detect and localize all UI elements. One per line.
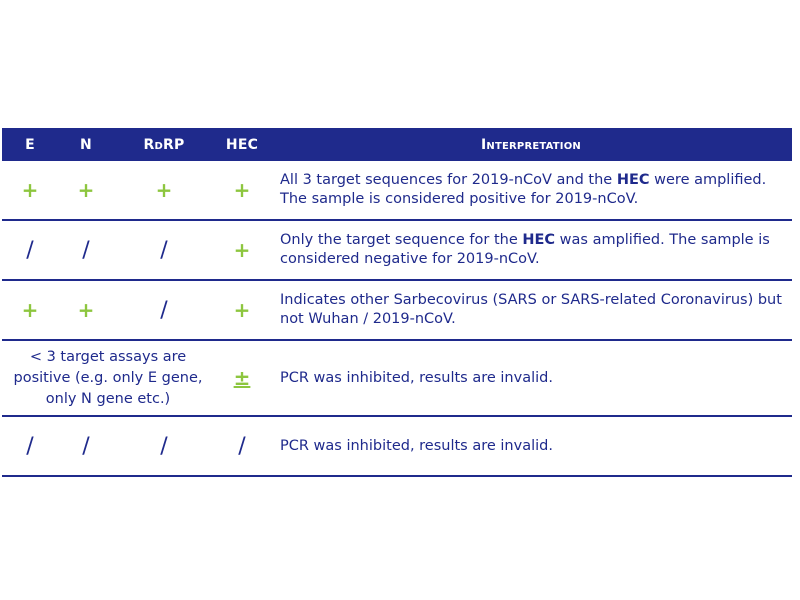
cell-interpretation [270,171,792,209]
cell-n: / [82,433,90,459]
header-n: N [80,136,92,153]
cell-n: / [82,237,90,263]
table-row [2,161,792,221]
cell-merged-targets: < 3 target assays are positive (e.g. only E gene, only N gene etc.) [13,348,203,407]
cell-hec: + [233,238,251,262]
cell-hec: + [233,178,251,202]
interp-bold: HEC [522,232,556,248]
cell-n: + [77,178,95,202]
cell-rdrp: / [160,433,168,459]
header-hec: HEC [225,136,259,153]
interp-text: All 3 target sequences for 2019-nCoV and the [280,172,617,188]
cell-e: / [26,237,34,263]
cell-e: / [26,433,34,459]
cell-rdrp: / [160,237,168,263]
cell-interpretation: Indicates other Sarbecovirus (SARS or SARS-related Coronavirus) but not Wuhan / 2019-nCoV. [280,292,782,327]
table-row [2,221,792,281]
cell-hec: + [233,298,251,322]
cell-rdrp: / [160,297,168,323]
interp-text: was amplified. The sample is considered negative for 2019-nCoV. [280,232,770,267]
table-row [2,341,792,417]
cell-e: + [21,178,39,202]
cell-interpretation [270,231,792,269]
results-table [2,128,792,477]
table-row [2,281,792,341]
cell-interpretation: PCR was inhibited, results are invalid. [280,369,553,386]
table-header [2,128,792,161]
cell-hec: ± [233,366,251,390]
interp-text: Only the target sequence for the [280,232,523,248]
header-interpretation: Interpretation [480,136,581,153]
header-e: E [25,136,35,153]
header-rdrp: RdRP [143,136,185,153]
cell-hec: / [238,433,246,459]
interp-text: were amplified. The sample is considered positive for 2019-nCoV. [280,172,767,207]
interp-bold: HEC [616,172,650,188]
cell-interpretation: PCR was inhibited, results are invalid. [280,437,553,454]
cell-e: + [21,298,39,322]
cell-rdrp: + [155,178,173,202]
cell-n: + [77,298,95,322]
table-row [2,417,792,477]
